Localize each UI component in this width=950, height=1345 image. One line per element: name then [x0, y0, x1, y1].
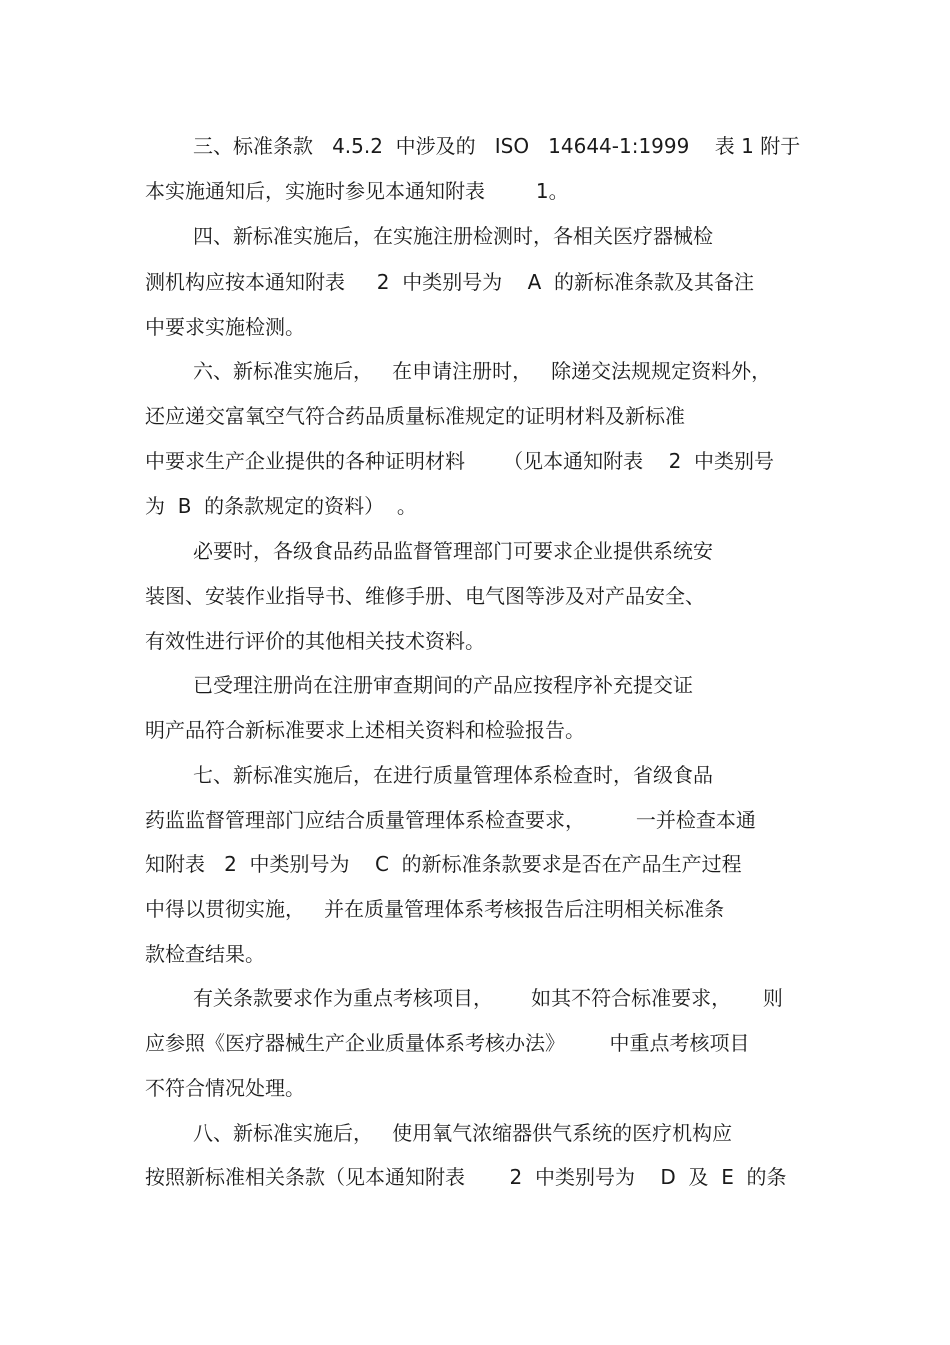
text-line: 四、新标准实施后，在实施注册检测时，各相关医疗器械检	[193, 224, 713, 248]
text-line: 中要求生产企业提供的各种证明材料 （见本通知附表 2 中类别号	[145, 449, 775, 473]
text-line: 装图、安装作业指导书、维修手册、电气图等涉及对产品安全、	[145, 584, 705, 608]
text-line: 必要时，各级食品药品监督管理部门可要求企业提供系统安	[193, 539, 713, 563]
text-line: 为 B 的条款规定的资料） 。	[145, 494, 417, 518]
text-line: 七、新标准实施后，在进行质量管理体系检查时，省级食品	[193, 763, 713, 787]
text-line: 款检查结果。	[145, 942, 265, 966]
text-line: 已受理注册尚在注册审查期间的产品应按程序补充提交证	[193, 673, 693, 697]
text-line: 中要求实施检测。	[145, 315, 305, 339]
text-line: 八、新标准实施后， 使用氧气浓缩器供气系统的医疗机构应	[193, 1121, 733, 1145]
text-line: 不符合情况处理。	[145, 1076, 305, 1100]
text-line: 知附表 2 中类别号为 C 的新标准条款要求是否在产品生产过程	[145, 852, 742, 876]
text-line: 有效性进行评价的其他相关技术资料。	[145, 629, 485, 653]
text-line: 应参照《医疗器械生产企业质量体系考核办法》 中重点考核项目	[145, 1031, 750, 1055]
text-line: 药监监督管理部门应结合质量管理体系检查要求， 一并检查本通	[145, 808, 756, 832]
text-line: 中得以贯彻实施， 并在质量管理体系考核报告后注明相关标准条	[145, 897, 725, 921]
text-line: 按照新标准相关条款（见本通知附表 2 中类别号为 D 及 E 的条	[145, 1165, 787, 1189]
text-line: 三、标准条款 4.5.2 中涉及的 ISO 14644-1:1999 表 1 附于	[193, 134, 801, 158]
text-line: 有关条款要求作为重点考核项目， 如其不符合标准要求， 则	[193, 986, 783, 1010]
text-line: 明产品符合新标准要求上述相关资料和检验报告。	[145, 718, 585, 742]
text-line: 六、新标准实施后， 在申请注册时， 除递交法规规定资料外，	[193, 359, 772, 383]
text-line: 本实施通知后，实施时参见本通知附表 1。	[145, 179, 569, 203]
text-line: 测机构应按本通知附表 2 中类别号为 A 的新标准条款及其备注	[145, 270, 755, 294]
text-line: 还应递交富氧空气符合药品质量标准规定的证明材料及新标准	[145, 404, 685, 428]
